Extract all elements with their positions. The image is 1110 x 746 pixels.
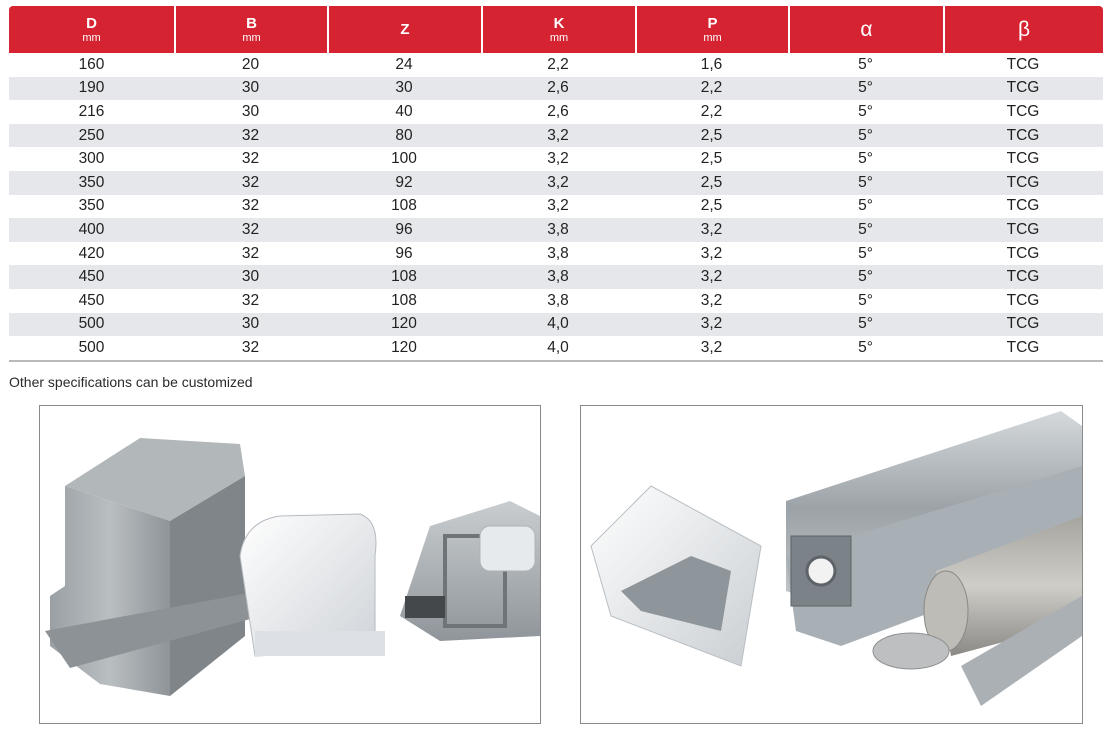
- customization-note: Other specifications can be customized: [9, 374, 253, 390]
- table-cell: 3,8: [547, 244, 569, 262]
- table-cell: 100: [391, 150, 417, 168]
- table-cell: 1,6: [700, 55, 723, 73]
- spec-table: [9, 6, 1103, 362]
- table-cell: TCG: [1006, 197, 1040, 215]
- column-header-beta: [943, 6, 1103, 53]
- table-cell: 400: [9, 218, 174, 242]
- table-cell: 2,5: [635, 171, 788, 195]
- table-cell: TCG: [1006, 102, 1040, 120]
- table-cell: 30: [174, 313, 327, 337]
- table-cell: 30: [174, 265, 327, 289]
- table-row: [9, 313, 1103, 337]
- table-cell: 160: [78, 55, 105, 73]
- table-cell: TCG: [1006, 150, 1040, 168]
- table-cell: 20: [241, 55, 260, 73]
- table-cell: 5°: [858, 291, 873, 309]
- table-cell: 30: [327, 77, 481, 101]
- table-cell: 190: [9, 77, 174, 101]
- column-symbol: α: [860, 17, 873, 41]
- table-cell: 5°: [858, 55, 873, 73]
- table-cell: 4,0: [481, 313, 635, 337]
- table-cell: 120: [327, 313, 481, 337]
- column-header-z: [327, 6, 481, 53]
- window-profile-cap: [480, 526, 535, 571]
- table-cell: 3,2: [635, 313, 788, 337]
- table-row: [9, 124, 1103, 148]
- table-cell: 80: [327, 124, 481, 148]
- table-cell: 32: [241, 291, 260, 309]
- table-cell: 2,5: [700, 197, 723, 215]
- column-header-b: [174, 6, 327, 53]
- table-cell: 3,2: [635, 218, 788, 242]
- table-cell: 500: [9, 336, 174, 362]
- table-cell: 92: [327, 171, 481, 195]
- table-cell: 350: [78, 197, 105, 215]
- column-unit: mm: [549, 31, 569, 44]
- extrusion-profiles-illustration: [40, 406, 540, 723]
- table-cell: 2,6: [547, 102, 569, 120]
- table-cell: 5°: [788, 265, 943, 289]
- column-symbol: P: [707, 14, 718, 32]
- table-cell: 32: [174, 124, 327, 148]
- table-header-row: [9, 6, 1103, 53]
- table-body: [9, 53, 1103, 362]
- column-header-d: [9, 6, 174, 53]
- column-header-p: [635, 6, 788, 53]
- table-cell: 450: [78, 291, 105, 309]
- column-header-k: [481, 6, 635, 53]
- column-symbol: D: [86, 14, 97, 32]
- table-row: [9, 171, 1103, 195]
- table-cell: 5°: [788, 77, 943, 101]
- table-cell: 2,2: [700, 102, 723, 120]
- table-cell: 32: [241, 150, 260, 168]
- table-cell: 3,2: [700, 291, 723, 309]
- table-cell: TCG: [943, 336, 1103, 362]
- aluminum-bars-illustration: [581, 406, 1082, 723]
- table-row: [9, 336, 1103, 362]
- table-row: [9, 289, 1103, 313]
- column-header-alpha: [788, 6, 943, 53]
- table-cell: 30: [174, 77, 327, 101]
- table-cell: 420: [78, 244, 105, 262]
- table-cell: 108: [327, 265, 481, 289]
- table-cell: 3,8: [547, 291, 569, 309]
- table-cell: 2,2: [635, 77, 788, 101]
- table-cell: 3,2: [481, 171, 635, 195]
- column-symbol: B: [246, 14, 257, 32]
- column-unit: mm: [242, 31, 261, 44]
- pvc-profile-base: [255, 631, 385, 656]
- table-row: [9, 53, 1103, 77]
- table-cell: 216: [78, 102, 105, 120]
- table-cell: 3,2: [635, 265, 788, 289]
- table-row: [9, 195, 1103, 219]
- table-cell: 3,8: [481, 218, 635, 242]
- table-cell: TCG: [1006, 55, 1040, 73]
- table-cell: 5°: [858, 102, 873, 120]
- column-symbol: K: [553, 14, 565, 32]
- table-cell: 3,2: [635, 336, 788, 362]
- table-cell: TCG: [943, 77, 1103, 101]
- table-row: [9, 77, 1103, 101]
- table-cell: 108: [391, 291, 417, 309]
- table-row: [9, 147, 1103, 171]
- table-cell: 96: [395, 244, 413, 262]
- table-cell: TCG: [1006, 291, 1040, 309]
- table-cell: 5°: [858, 150, 873, 168]
- table-cell: 32: [241, 244, 260, 262]
- column-symbol: Z: [400, 20, 410, 38]
- table-cell: 32: [174, 171, 327, 195]
- window-profile-gasket: [405, 596, 445, 618]
- table-cell: 120: [327, 336, 481, 362]
- table-cell: 32: [174, 336, 327, 362]
- table-cell: 350: [9, 171, 174, 195]
- table-cell: 30: [241, 102, 260, 120]
- table-cell: 32: [174, 218, 327, 242]
- table-cell: 5°: [858, 197, 873, 215]
- photo-aluminum-bars: [580, 405, 1083, 724]
- table-cell: 40: [395, 102, 413, 120]
- table-cell: TCG: [943, 124, 1103, 148]
- table-row: [9, 242, 1103, 266]
- table-cell: 5°: [788, 336, 943, 362]
- table-cell: 5°: [788, 218, 943, 242]
- photo-extrusion-profiles: [39, 405, 541, 724]
- table-cell: 300: [78, 150, 105, 168]
- column-unit: mm: [703, 31, 722, 44]
- table-cell: 3,8: [481, 265, 635, 289]
- column-symbol: β: [1017, 17, 1031, 41]
- table-cell: 5°: [788, 124, 943, 148]
- table-cell: 5°: [788, 313, 943, 337]
- table-cell: TCG: [943, 171, 1103, 195]
- table-cell: TCG: [943, 218, 1103, 242]
- table-cell: 4,0: [481, 336, 635, 362]
- table-cell: 3,2: [547, 197, 569, 215]
- table-cell: 450: [9, 265, 174, 289]
- table-cell: 96: [327, 218, 481, 242]
- table-cell: 108: [391, 197, 417, 215]
- table-row: [9, 218, 1103, 242]
- table-cell: 5°: [788, 171, 943, 195]
- table-row: [9, 265, 1103, 289]
- table-cell: 3,2: [547, 150, 569, 168]
- table-cell: 24: [395, 55, 413, 73]
- table-cell: 250: [9, 124, 174, 148]
- table-cell: 5°: [858, 244, 873, 262]
- table-cell: 500: [9, 313, 174, 337]
- table-row: [9, 100, 1103, 124]
- table-cell: 2,5: [635, 124, 788, 148]
- column-unit: mm: [82, 31, 101, 44]
- table-cell: 32: [241, 197, 260, 215]
- round-disc: [873, 633, 949, 669]
- profile-center-bore: [807, 557, 835, 585]
- table-cell: 3,2: [481, 124, 635, 148]
- table-cell: 2,5: [700, 150, 723, 168]
- table-cell: TCG: [943, 265, 1103, 289]
- table-cell: TCG: [943, 313, 1103, 337]
- table-cell: 3,2: [700, 244, 723, 262]
- table-cell: 2,6: [481, 77, 635, 101]
- table-cell: 2,2: [547, 55, 569, 73]
- table-cell: TCG: [1006, 244, 1040, 262]
